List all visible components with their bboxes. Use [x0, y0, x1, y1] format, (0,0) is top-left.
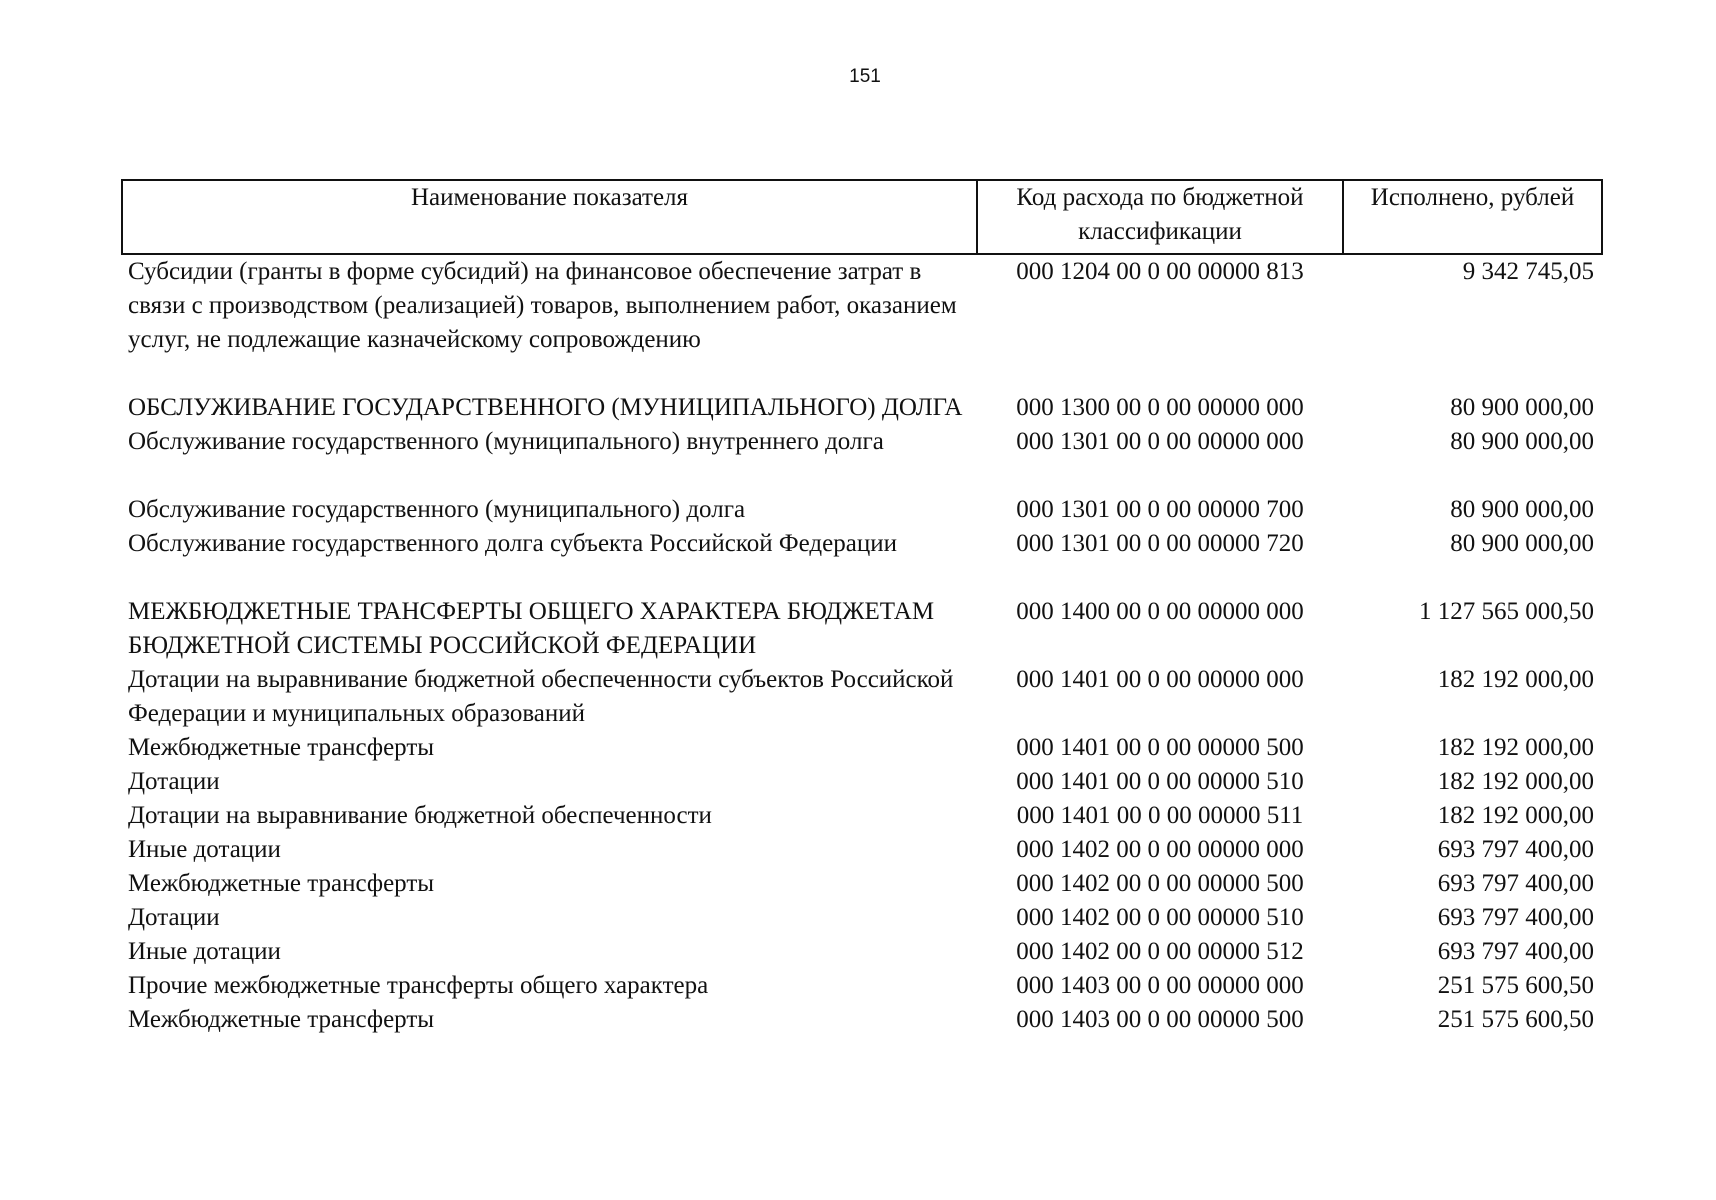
row-code: 000 1403 00 0 00 00000 000: [1016, 972, 1304, 999]
row-name: МЕЖБЮДЖЕТНЫЕ ТРАНСФЕРТЫ ОБЩЕГО ХАРАКТЕРА БЮДЖЕТАМ БЮДЖЕТНОЙ СИСТЕМЫ РОССИЙСКОЙ ФЕДЕРАЦИИ: [128, 598, 935, 659]
row-name: Обслуживание государственного (муниципального) долга: [128, 496, 746, 523]
table-row: [122, 969, 1602, 1003]
table-row: [122, 731, 1602, 765]
row-sum: 693 797 400,00: [1437, 938, 1594, 965]
row-sum: 80 900 000,00: [1450, 394, 1594, 421]
page-number: 151: [849, 66, 881, 87]
table-row: [122, 595, 1602, 663]
header-row: [122, 180, 1602, 254]
table-row: [122, 425, 1602, 459]
header-sum: Исполнено, рублей: [1343, 180, 1602, 254]
row-code: 000 1204 00 0 00 00000 813: [1016, 258, 1304, 285]
row-sum: 693 797 400,00: [1437, 836, 1594, 863]
row-name: Обслуживание государственного (муниципального) внутреннего долга: [128, 428, 884, 455]
row-code: 000 1301 00 0 00 00000 700: [1016, 496, 1304, 523]
row-sum: 80 900 000,00: [1450, 496, 1594, 523]
row-sum: 182 192 000,00: [1437, 734, 1594, 761]
row-code: 000 1401 00 0 00 00000 511: [1016, 802, 1304, 829]
row-name: Дотации: [128, 768, 220, 795]
row-code: 000 1401 00 0 00 00000 000: [1016, 666, 1304, 693]
header-code: Код расхода по бюджетной классификации: [977, 180, 1343, 254]
table-row: [122, 833, 1602, 867]
table-row: [122, 663, 1602, 731]
table-row: [122, 254, 1602, 357]
row-sum: 693 797 400,00: [1437, 904, 1594, 931]
row-name: Иные дотации: [128, 836, 281, 863]
row-sum: 182 192 000,00: [1437, 802, 1594, 829]
row-code: 000 1402 00 0 00 00000 512: [1016, 938, 1304, 965]
row-code: 000 1401 00 0 00 00000 500: [1016, 734, 1304, 761]
row-name: ОБСЛУЖИВАНИЕ ГОСУДАРСТВЕННОГО (МУНИЦИПАЛЬНОГО) ДОЛГА: [128, 394, 963, 421]
row-code: 000 1400 00 0 00 00000 000: [1016, 598, 1304, 625]
table-header: [122, 180, 1602, 254]
row-code: 000 1403 00 0 00 00000 500: [1016, 1006, 1304, 1033]
header-name: Наименование показателя: [122, 180, 977, 254]
table-row: [122, 527, 1602, 561]
row-name: Иные дотации: [128, 938, 281, 965]
row-sum: 9 342 745,05: [1462, 258, 1594, 285]
row-sum: 693 797 400,00: [1437, 870, 1594, 897]
table-row: [122, 493, 1602, 527]
row-name: Обслуживание государственного долга субъекта Российской Федерации: [128, 530, 897, 557]
table-row: [122, 799, 1602, 833]
table-row: [122, 765, 1602, 799]
row-sum: 182 192 000,00: [1437, 768, 1594, 795]
table-row: [122, 935, 1602, 969]
row-code: 000 1402 00 0 00 00000 500: [1016, 870, 1304, 897]
row-sum: 251 575 600,50: [1437, 1006, 1594, 1033]
row-name: Дотации на выравнивание бюджетной обеспеченности субъектов Российской Федерации и муниципальных образований: [128, 666, 954, 727]
row-name: Субсидии (гранты в форме субсидий) на финансовое обеспечение затрат в связи с производством (реализацией) товаров, выполнением работ, оказанием услуг, не подлежащие казначейскому сопровождению: [128, 258, 957, 353]
row-name: Межбюджетные трансферты: [128, 1006, 435, 1033]
row-name: Прочие межбюджетные трансферты общего характера: [128, 972, 709, 999]
row-sum: 182 192 000,00: [1437, 666, 1594, 693]
row-sum: 80 900 000,00: [1450, 428, 1594, 455]
spacer-row: [122, 561, 1602, 595]
row-code: 000 1401 00 0 00 00000 510: [1016, 768, 1304, 795]
table-body: [122, 254, 1602, 1037]
row-sum: 1 127 565 000,50: [1419, 598, 1594, 625]
row-code: 000 1300 00 0 00 00000 000: [1016, 394, 1304, 421]
row-name: Межбюджетные трансферты: [128, 734, 435, 761]
row-code: 000 1402 00 0 00 00000 510: [1016, 904, 1304, 931]
row-name: Дотации на выравнивание бюджетной обеспеченности: [128, 802, 712, 829]
row-code: 000 1301 00 0 00 00000 720: [1016, 530, 1304, 557]
budget-execution-table: [121, 179, 1603, 1037]
table-row: [122, 901, 1602, 935]
row-sum: 80 900 000,00: [1450, 530, 1594, 557]
row-name: Межбюджетные трансферты: [128, 870, 435, 897]
spacer-row: [122, 357, 1602, 391]
table-row: [122, 1003, 1602, 1037]
row-code: 000 1402 00 0 00 00000 000: [1016, 836, 1304, 863]
table-row: [122, 391, 1602, 425]
row-sum: 251 575 600,50: [1437, 972, 1594, 999]
spacer-row: [122, 459, 1602, 493]
row-code: 000 1301 00 0 00 00000 000: [1016, 428, 1304, 455]
table-row: [122, 867, 1602, 901]
row-name: Дотации: [128, 904, 220, 931]
